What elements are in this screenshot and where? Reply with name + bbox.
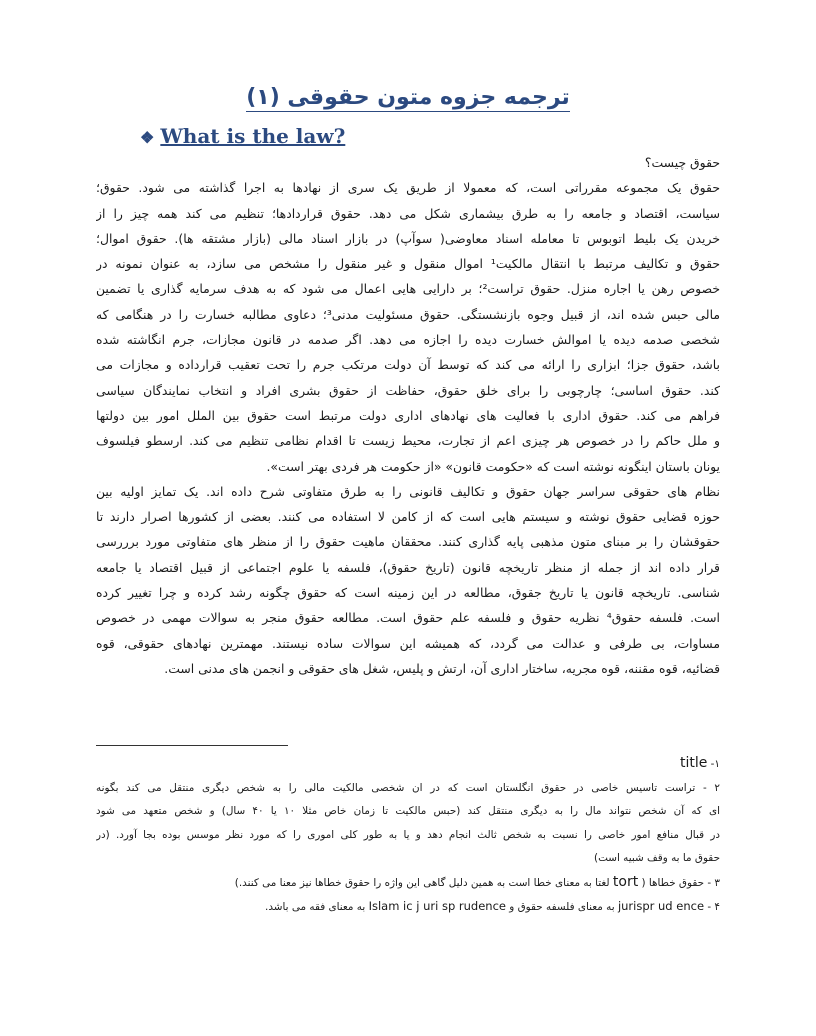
body-line: قرار داده اند از جمله از منظر تاریخچه قانون (تاریخ حقوق)، فلسفه یا علوم اجتماعی از قبیل اقتصاد یا جامعه: [96, 559, 720, 575]
body-line: حقوقشان را بر مبنای متون مذهبی پایه گذاری کنند. محققان ماهیت حقوق را از منظر های متفاوتی مورد برررسی: [96, 534, 720, 550]
footnote-4-mid: به معنای فلسفه حقوق و: [509, 901, 615, 913]
body-line: خصوص رهن یا اجاره منزل. حقوق تراست²؛ بر دارایی هایی اعمال می شود که به هدف سرمایه گذاری یا تضمین: [96, 281, 720, 297]
footnote-3-prefix: ۳ - حقوق خطاها (: [641, 876, 720, 889]
footnote-2-line: در قبال منافع امور خاصی را نسبت به شخص ثالث انجام دهد و یا به طور کلی اموری را که مورد نظر موسس بوده بجا آورد. (در: [96, 828, 720, 841]
footnote-3-text: لغتا به معنای خطا است به همین دلیل گاهی این واژه را حقوق خطاها نیز معنا می کنند.): [234, 876, 610, 889]
section-heading: [140, 123, 345, 151]
body-line: حقوق و تکالیف مرتبط با انتقال مالکیت¹ اموال منقول و غیر منقول را مشخص می سازد، به عنوان نمونه در: [96, 256, 720, 272]
footnote-1: [96, 752, 720, 777]
body-line: شناسی. تاریخچه قانون یا تاریخ جقوق، مطالعه در این زمینه است که حقوق چگونه رشد کرده و چرا تغییر کرده: [96, 585, 720, 601]
section-heading-text: What is the law?: [160, 124, 346, 148]
footnote-1-number: ۱-: [710, 758, 720, 770]
body-text: [96, 150, 720, 681]
body-line: سیاست، اقتصاد و جامعه را به طرق بیشماری شکل می دهد. حقوق قراردادها؛ تنظیم می کند همه چیز را از: [96, 205, 720, 221]
body-line: خریدن یک بلیط اتوبوس تا معامله اسناد معاوضی( سوآپ) در بازار اسناد مالی (بازار مشتقه ها). حقوق اموال؛: [96, 230, 720, 246]
body-line: مالی حبس شده اند، از قبیل وجوه بازنشستگی. حقوق مسئولیت مدنی³؛ دعاوی مطالبه خسارت را در هنگامی که: [96, 306, 720, 322]
body-line: و ملل حاکم را در خصوص هر چیزی اعم از تجارت، محیط زیست تا اقدام نظامی تنظیم می کند. ارسطو فیلسوف: [96, 433, 720, 449]
footnote-4-text: به معنای فقه می باشد.: [265, 901, 366, 913]
body-line: باشد، حقوق جزا؛ ابزاری را ارائه می کند که توسط آن دولت مرتکب جرم را تحت تعقیب قرارداده و مجازات می: [96, 357, 720, 373]
body-line: قضائیه، قوه مقننه، قوه مجریه، ساختار اداری آن، ارتش و پلیس، شغل های حقوقی و انجمن های مدنی است.: [164, 660, 720, 676]
diamond-bullet-icon: ❖: [140, 128, 155, 147]
body-line: یونان باستان اینگونه نوشته است که «حکومت قانون» «از حکومت هر فردی بهتر است».: [266, 458, 720, 474]
document-title-text: ترجمه جزوه متون حقوقی (۱): [246, 85, 570, 110]
footnote-2-line: ای که آن شخص نتواند مال را به دیگری منتقل کند (حبس مالکیت تا زمان خاص مثلا ۱۰ یا ۴۰ سال) و شخص متعهد می شود: [96, 805, 720, 817]
body-line: است. فلسفه حقوق⁴ نظریه حقوق و فلسفه علم حقوق است. مطالعه حقوق منجر به سوالات مهمی در خصوص: [96, 610, 720, 626]
body-line: حقوق چیست؟: [644, 155, 720, 170]
footnote-4: [96, 895, 720, 920]
body-line: فراهم می کند. حقوق اداری با فعالیت های نهادهای اداری دولت مرتبط است حقوق بین الملل امور بین دولتها: [96, 407, 720, 423]
body-line: مساوات، بی طرفی و عدالت می گردد، که همیشه این سوالات ساده نیستند. مهمترین نهادهای حقوقی، قوه: [96, 635, 720, 651]
footnote-2-line: حقوق ما به وقف شبیه است): [594, 852, 720, 864]
body-line: کند. حقوق اساسی؛ چارچوبی را برای خلق حقوق، حفاظت از حقوق بشری افراد و انتخاب نمایندگان سیاسی: [96, 382, 720, 398]
footnote-3-term: tort: [612, 873, 639, 890]
body-line: نظام های حقوقی سراسر جهان حقوق و تکالیف قانونی را به طرق متفاوتی شرح داده اند. یک تمایز اولیه بین: [96, 483, 720, 499]
body-line: حقوق یک مجموعه مقرراتی است، که معمولا از طریق یک سری از نهادها به اجرا گذاشته می شود. حقوق؛: [96, 180, 720, 196]
footnotes: [96, 752, 720, 920]
footnote-2-line: ۲ - تراست تاسیس خاصی در حقوق انگلستان است که در ان شخصی مالکیت مالی را به شخص دیگری منتقل می کند بگونه: [96, 781, 720, 794]
footnote-4-term-2: Islam ic j uri sp rudence: [368, 899, 506, 913]
body-line: حوزه قضایی حقوق نوشته و سیستم هایی است که از کامن لا استفاده می کنند. بعضی از کشورها اصرار دارند تا: [96, 509, 720, 525]
body-line: شخصی صدمه دیده یا اموالش خسارت دیده را اجازه می دهد. اگر صدمه در قانون مجازات، جرم انگاشته شده: [96, 332, 720, 348]
document-title: [0, 83, 816, 113]
footnote-3: [96, 871, 720, 896]
footnote-1-term: title: [679, 755, 708, 771]
footnote-4-term-1: jurispr ud ence: [617, 899, 705, 913]
footnote-4-prefix: ۴ -: [707, 901, 720, 913]
footnote-separator: [96, 745, 288, 746]
